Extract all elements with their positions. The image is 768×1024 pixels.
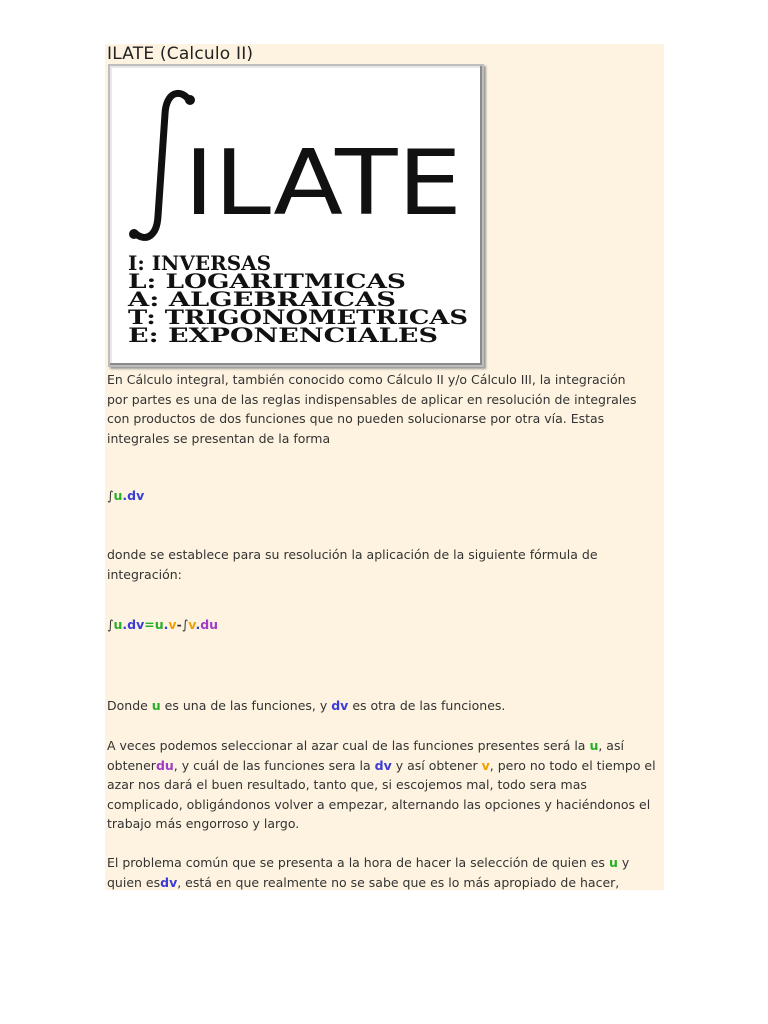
text-line: integrales se presentan de la forma (107, 430, 331, 446)
formula-intro-paragraph (107, 545, 662, 584)
logo-line-3: A: ALGEBRAICAS (126, 287, 396, 311)
text-line: trabajo más engorroso y largo. (107, 816, 300, 832)
text-line: quien esdv, está en que realmente no se sabe que es lo más apropiado de hacer, (107, 874, 620, 890)
text-line: azar nos dará el buen resultado, tanto que, si escojemos mal, todo sera mas (107, 777, 587, 793)
ilate-logo-image (108, 64, 484, 367)
text-line: con productos de dos funciones que no pueden solucionarse por otra vía. Estas (107, 411, 605, 427)
integral-sign-icon (136, 93, 189, 237)
logo-heading: ILATE (184, 131, 462, 236)
text-line: obtenerdu, y cuál de las funciones sera la dv y así obtener v, pero no todo el tiempo el (107, 757, 656, 773)
selection-paragraph (107, 736, 662, 834)
text-line: A veces podemos seleccionar al azar cual de las funciones presentes será la u, así (107, 738, 624, 753)
intro-paragraph (107, 370, 662, 448)
text-line: complicado, obligándonos volver a empezar, alternando las opciones y haciéndonos el (107, 796, 651, 812)
document-title: ILATE (Calculo II) (107, 44, 254, 64)
problem-paragraph (107, 853, 662, 890)
formula-integral-form: ∫u.dv (107, 488, 145, 503)
text-line: En Cálculo integral, también conocido como Cálculo II y/o Cálculo III, la integración (107, 372, 626, 387)
text-line: por partes es una de las reglas indispensables de aplicar en resolución de integrales (107, 391, 637, 407)
text-line: El problema común que se presenta a la hora de hacer la selección de quien es u y (107, 855, 630, 870)
logo-line-2: L: LOGARITMICAS (128, 269, 406, 293)
formula-integration-by-parts: ∫u.dv=u.v-∫v.du (107, 617, 219, 632)
text-line: donde se establece para su resolución la aplicación de la siguiente fórmula de (107, 547, 598, 562)
logo-line-4: T: TRIGONOMETRICAS (128, 305, 468, 329)
text-line: integración: (107, 566, 182, 582)
logo-line-1: I: INVERSAS (128, 251, 272, 275)
document-page (105, 44, 664, 890)
definition-paragraph: Donde u es una de las funciones, y dv es otra de las funciones. (107, 698, 506, 713)
logo-line-5: E: EXPONENCIALES (128, 323, 438, 347)
